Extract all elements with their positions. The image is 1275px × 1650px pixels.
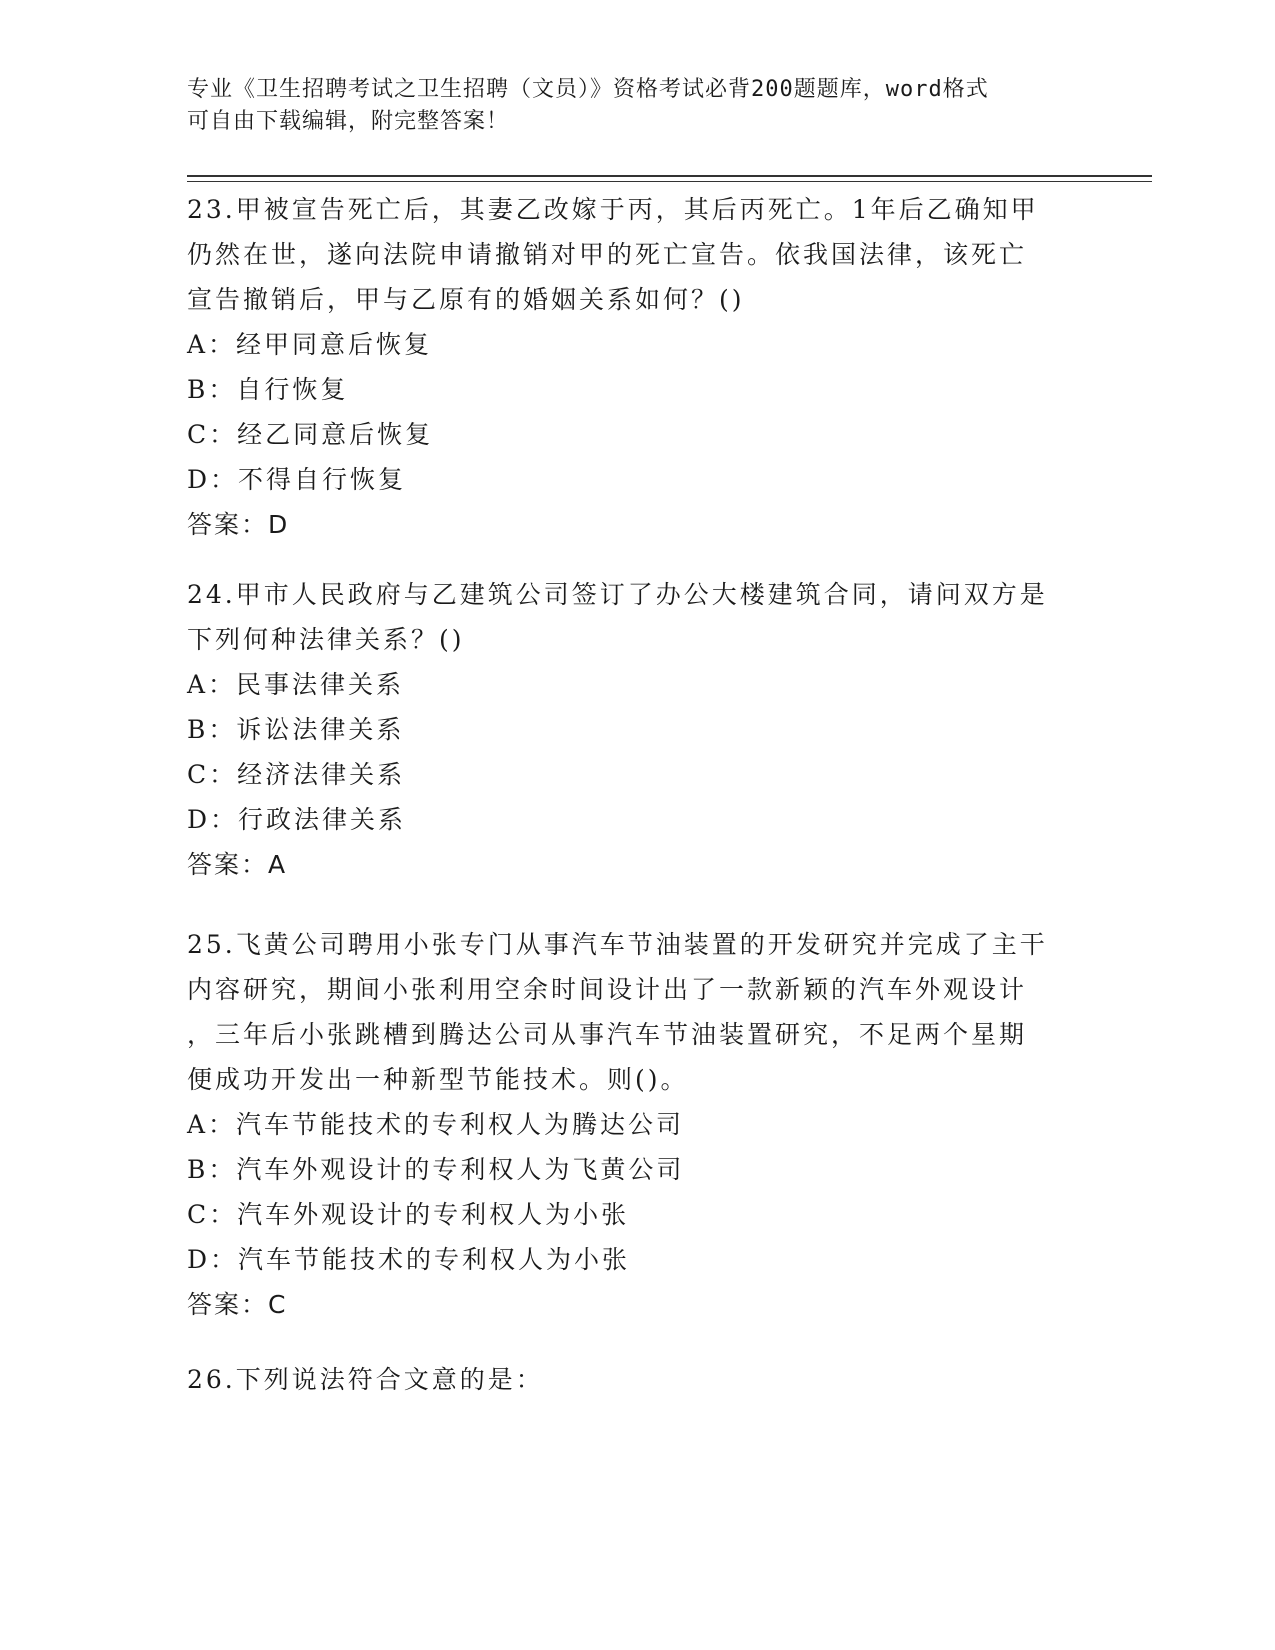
option-c: C：汽车外观设计的专利权人为小张 — [187, 1200, 630, 1229]
question-line: 23.甲被宣告死亡后，其妻乙改嫁于丙，其后丙死亡。1年后乙确知甲 — [187, 195, 1039, 224]
option-a: A：民事法律关系 — [187, 670, 405, 699]
option-d: D：汽车节能技术的专利权人为小张 — [187, 1245, 631, 1274]
question-line: 26.下列说法符合文意的是： — [187, 1365, 544, 1394]
question-line: 便成功开发出一种新型节能技术。则()。 — [187, 1065, 689, 1094]
question-line: 25.飞黄公司聘用小张专门从事汽车节油装置的开发研究并完成了主干 — [187, 930, 1048, 959]
option-d: D：不得自行恢复 — [187, 465, 407, 494]
header-divider-thin — [187, 181, 1152, 182]
option-b: B：诉讼法律关系 — [187, 715, 405, 744]
question-24 — [187, 572, 1087, 888]
question-text — [187, 922, 1087, 1102]
question-line: ，三年后小张跳槽到腾达公司从事汽车节油装置研究，不足两个星期 — [187, 1020, 1028, 1049]
question-line: 仍然在世，遂向法院申请撤销对甲的死亡宣告。依我国法律，该死亡 — [187, 240, 1028, 269]
option-b: B：汽车外观设计的专利权人为飞黄公司 — [187, 1155, 685, 1184]
answer-line: 答案：A — [187, 850, 288, 879]
header-line: 专业《卫生招聘考试之卫生招聘（文员）》资格考试必背200题题库，word格式 — [187, 77, 989, 102]
option-d: D：行政法律关系 — [187, 805, 407, 834]
question-26 — [187, 1357, 1087, 1402]
option-a: A：经甲同意后恢复 — [187, 330, 433, 359]
question-text — [187, 1357, 1087, 1402]
question-text — [187, 572, 1087, 662]
answer-line: 答案：C — [187, 1290, 288, 1319]
option-b: B：自行恢复 — [187, 375, 349, 404]
question-line: 下列何种法律关系？() — [187, 625, 465, 654]
question-23 — [187, 187, 1087, 548]
question-line: 24.甲市人民政府与乙建筑公司签订了办公大楼建筑合同，请问双方是 — [187, 580, 1048, 609]
header-divider — [187, 175, 1152, 177]
header-line: 可自由下载编辑，附完整答案！ — [187, 109, 510, 134]
option-a: A：汽车节能技术的专利权人为腾达公司 — [187, 1110, 685, 1139]
document-header — [187, 74, 1067, 138]
question-line: 内容研究，期间小张利用空余时间设计出了一款新颖的汽车外观设计 — [187, 975, 1028, 1004]
option-c: C：经乙同意后恢复 — [187, 420, 434, 449]
question-25 — [187, 922, 1087, 1328]
question-line: 宣告撤销后，甲与乙原有的婚姻关系如何？() — [187, 285, 745, 314]
answer-line: 答案：D — [187, 510, 290, 539]
question-text — [187, 187, 1087, 322]
option-c: C：经济法律关系 — [187, 760, 406, 789]
